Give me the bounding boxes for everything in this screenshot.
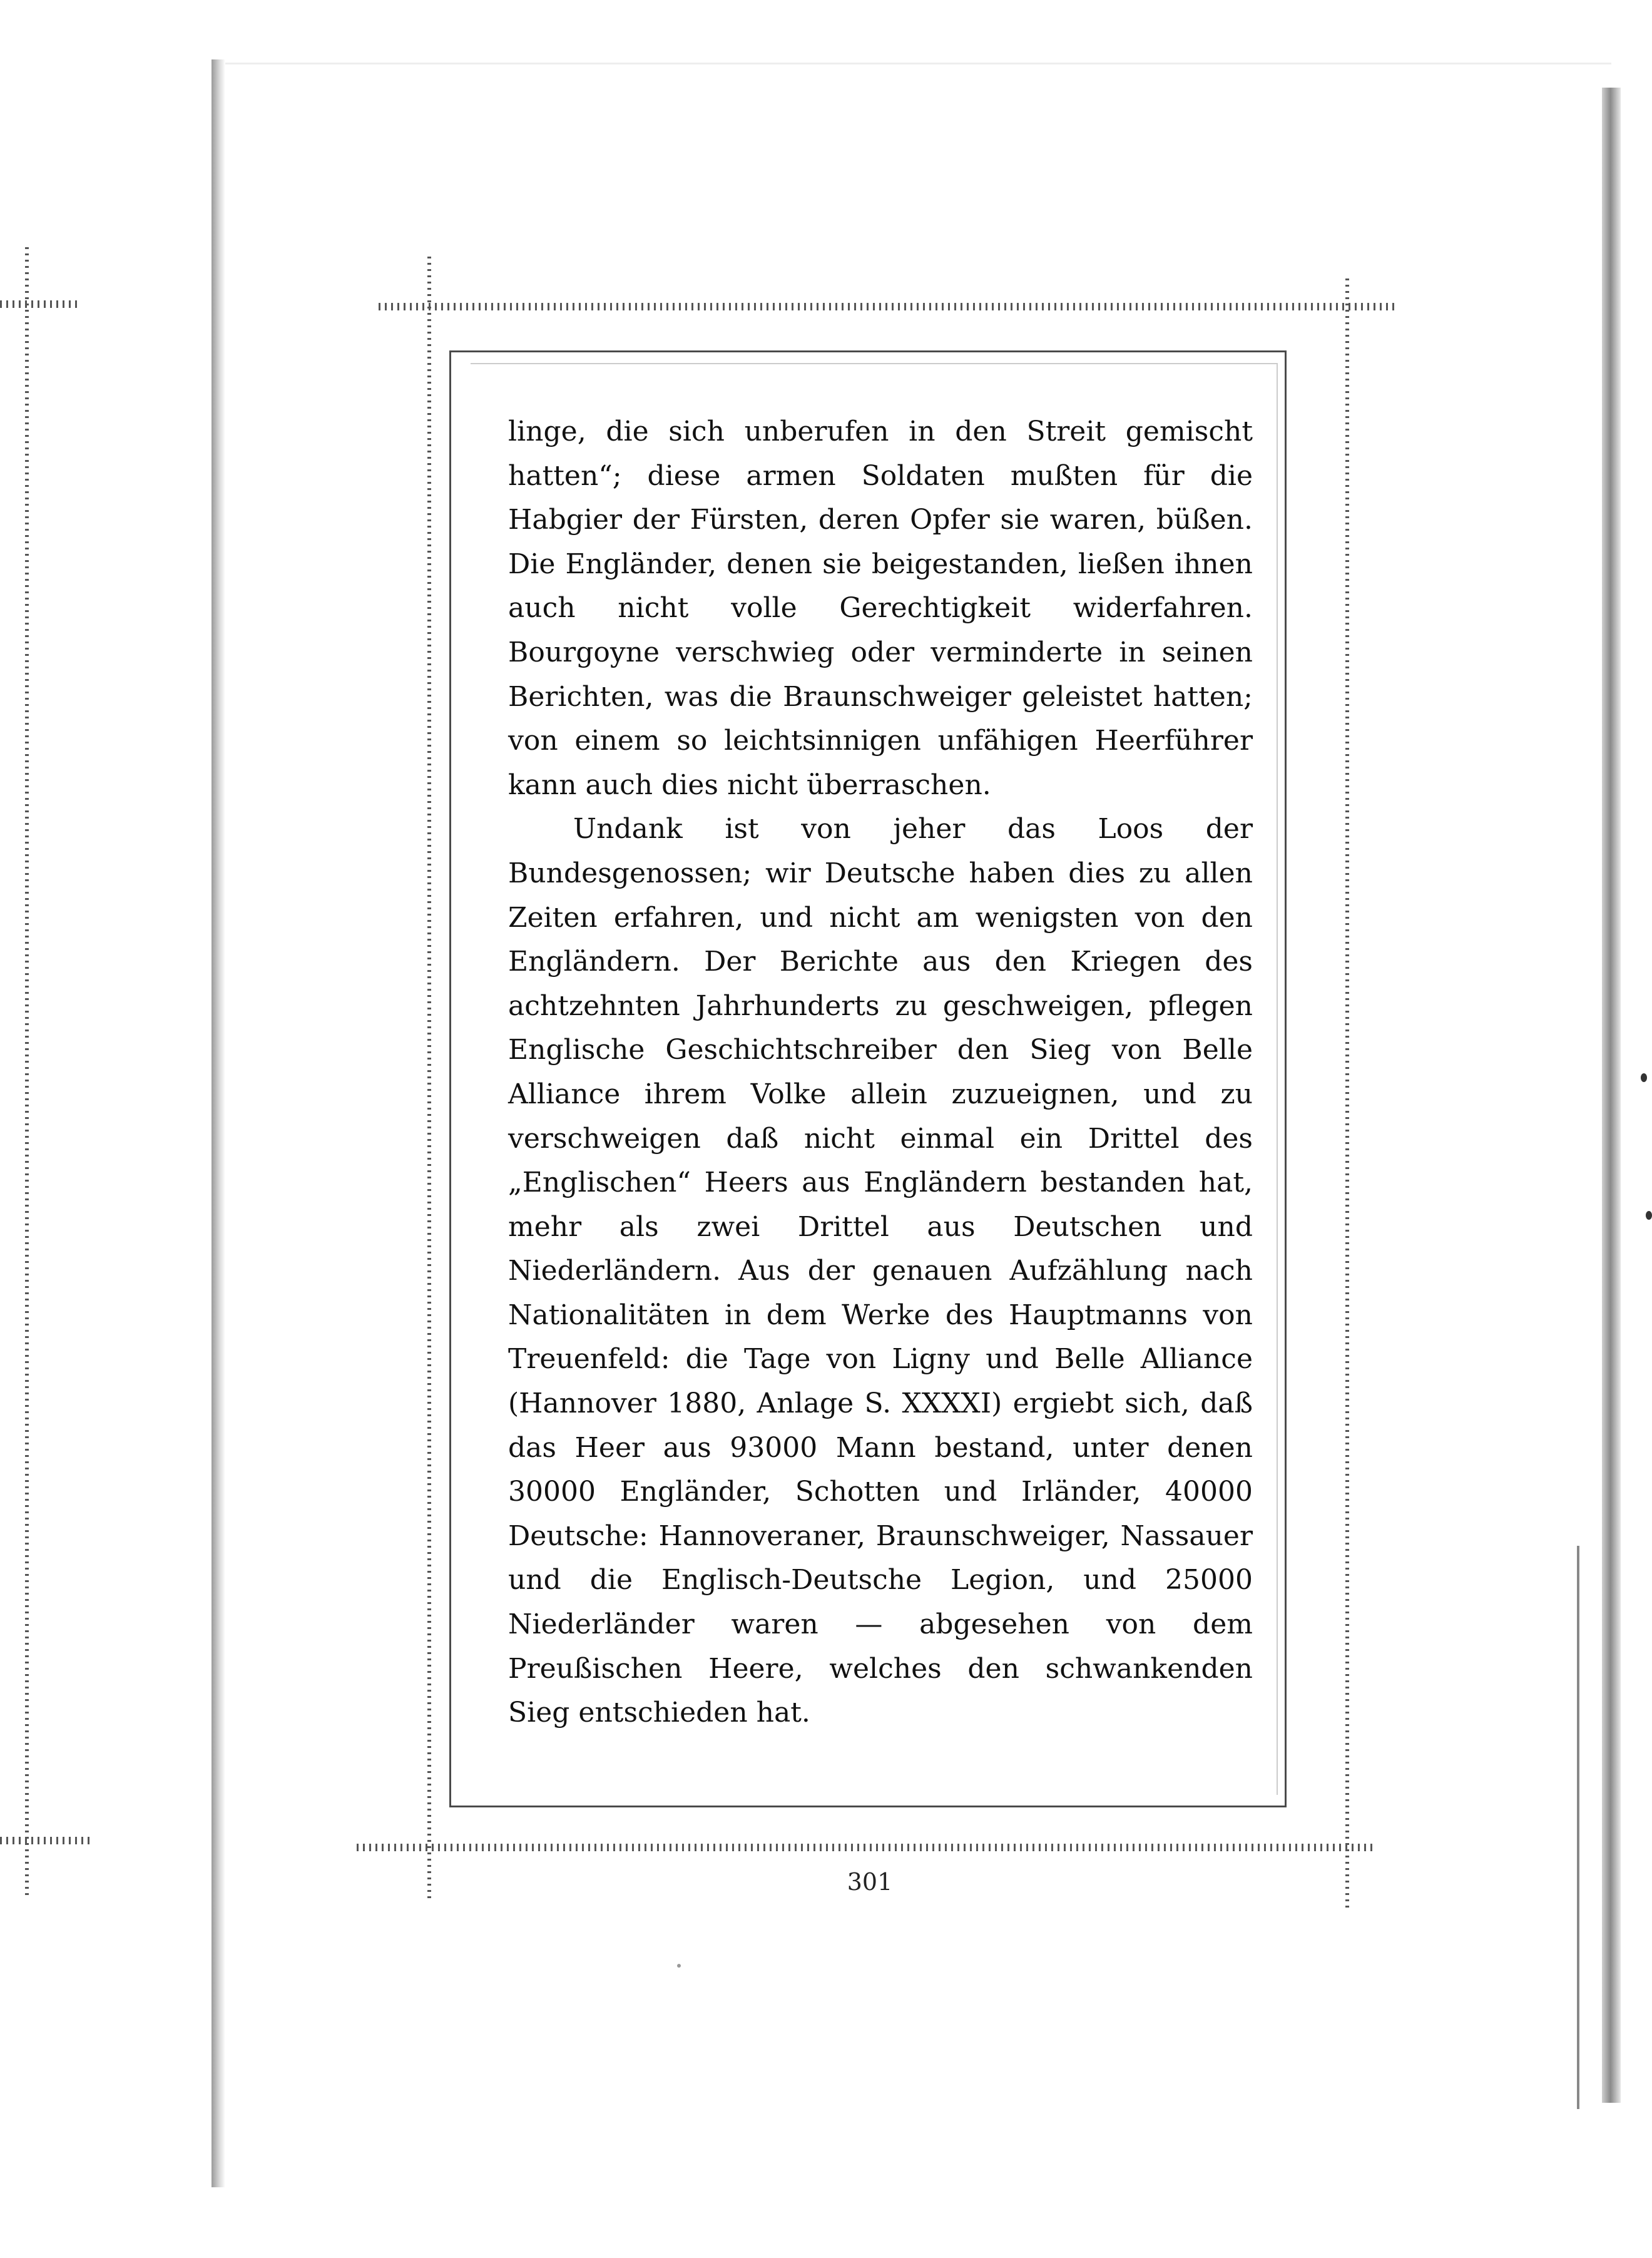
crop-mark-vertical-left-page <box>25 247 29 1899</box>
scan-speck <box>677 1964 681 1968</box>
left-page <box>0 59 218 2184</box>
paragraph-2: Undank ist von jeher das Loos der Bundesgenossen; wir Deutsche haben dies zu allen Zeiten erfahren, und nicht am wenigsten von den Engländern. Der Berichte aus den Kriegen des achtzehnten Jahrhunderts zu geschweigen, pflegen Englische Geschichtschreiber den Sieg von Belle Alliance ihrem Volke allein zuzueignen, und zu verschweigen daß nicht einmal ein Drittel des „Englischen“ Heers aus Engländern bestanden hat, mehr als zwei Drittel aus Deutschen und Niederländern. Aus der genauen Aufzählung nach Nationalitäten in dem Werke des Hauptmanns von Treuenfeld: die Tage von Ligny und Belle Alliance (Hannover 1880, Anlage S. XXXXI) ergiebt sich, daß das Heer aus 93000 Mann bestand, unter denen 30000 Engländer, Schotten und Irländer, 40000 Deutsche: Hannoveraner, Braunschweiger, Nassauer und die Englisch-Deutsche Legion, und 25000 Niederländer waren — abgesehen von dem Preußischen Heere, welches den schwankenden Sieg entschieden hat. <box>508 813 1253 1729</box>
crop-mark-bottom <box>357 1844 1374 1851</box>
body-text <box>508 410 1253 1735</box>
crop-mark-top-left-page <box>0 300 81 308</box>
page-number: 301 <box>847 1868 893 1896</box>
crop-mark-top <box>379 303 1395 310</box>
book-gutter <box>212 59 225 2187</box>
scan-speck <box>1646 1211 1652 1220</box>
crop-mark-left <box>427 257 431 1903</box>
page-edge-lower <box>1577 1546 1617 2109</box>
paragraph-1: linge, die sich unberufen in den Streit gemischt hatten“; diese armen Soldaten mußten für die Habgier der Fürsten, deren Opfer sie waren, büßen. Die Engländer, denen sie beigestanden, ließen ihnen auch nicht volle Gerechtigkeit widerfahren. Bourgoyne verschwieg oder verminderte in seinen Berichten, was die Braunschweiger geleistet hatten; von einem so leichtsinnigen unfähigen Heerführer kann auch dies nicht überraschen. <box>508 416 1253 801</box>
crop-mark-bottom-left-page <box>0 1837 91 1844</box>
scan-speck <box>1641 1073 1647 1082</box>
crop-mark-right <box>1345 278 1349 1909</box>
